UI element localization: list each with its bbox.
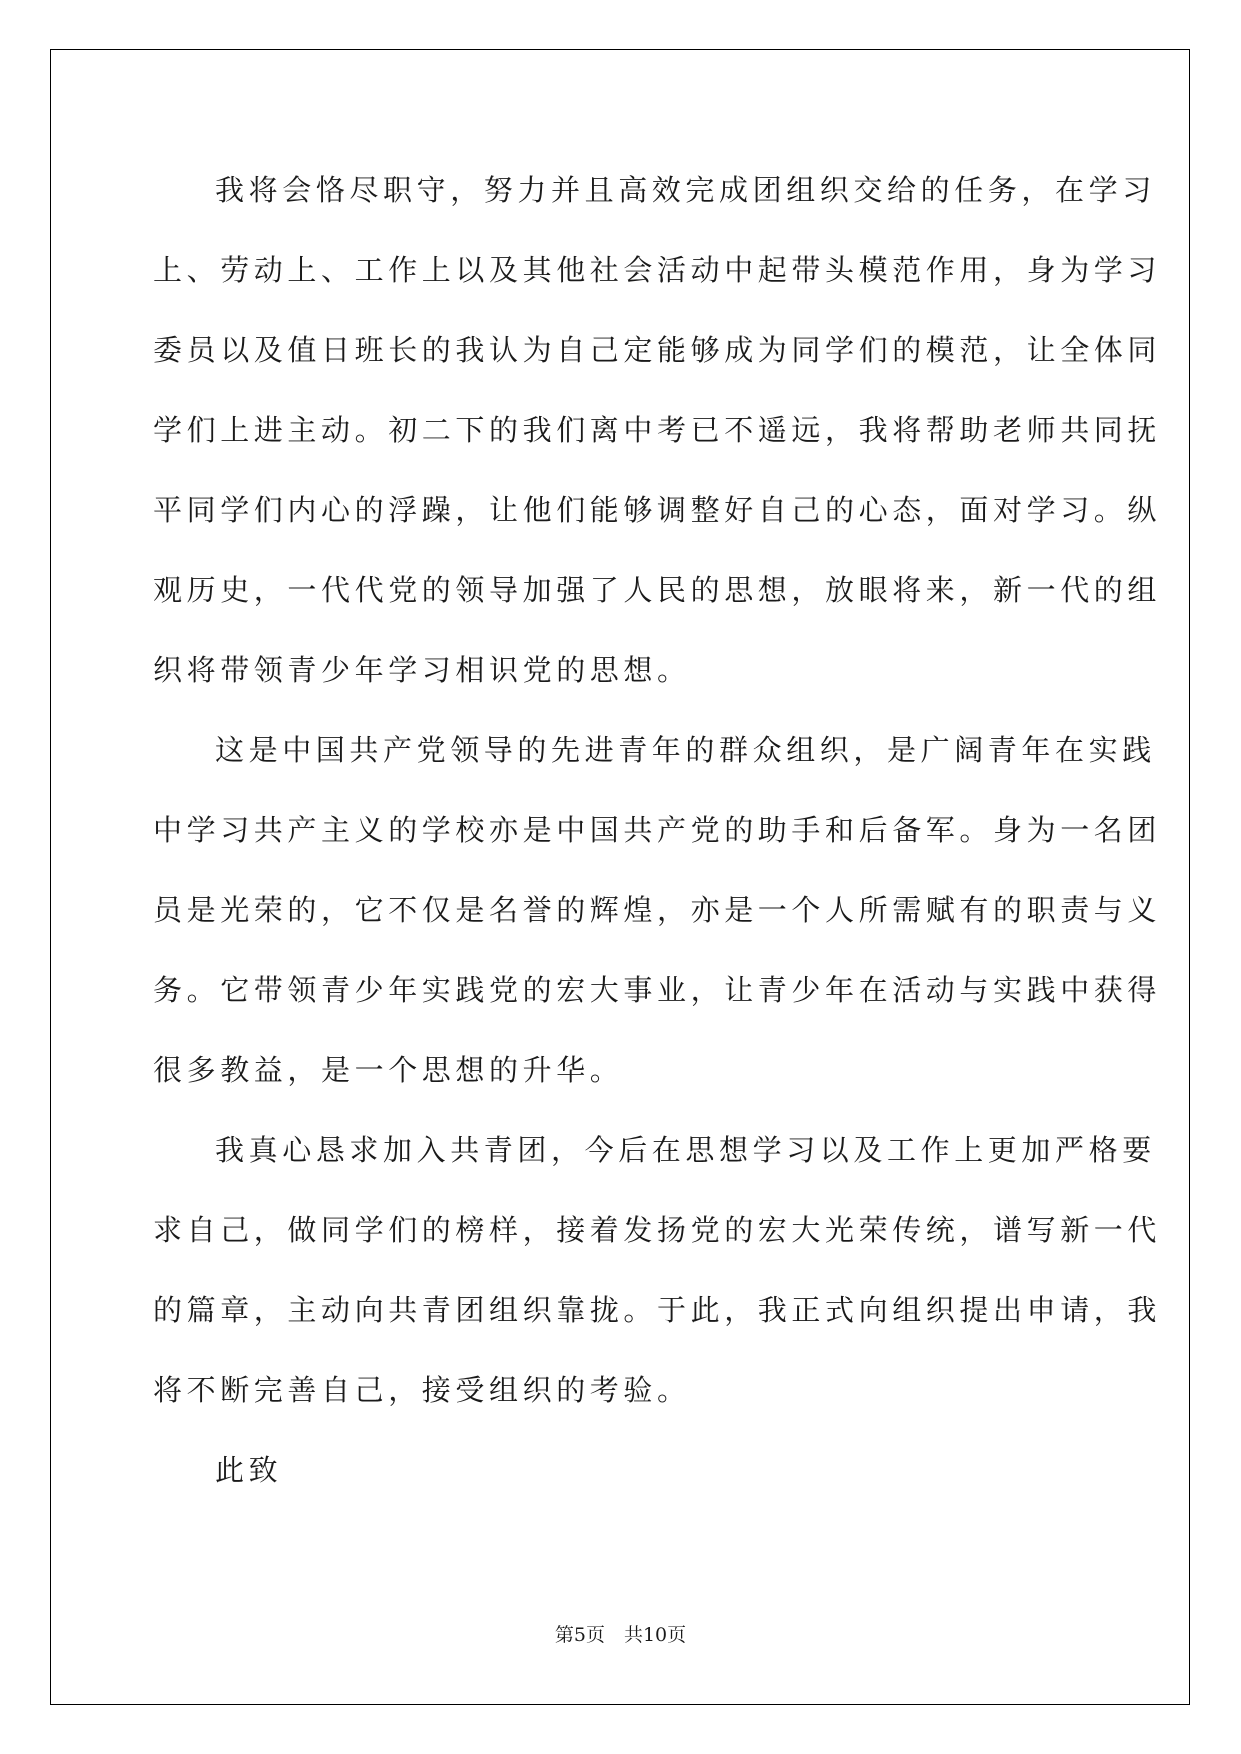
paragraph-2-line-5: 很多教益，是一个思想的升华。: [153, 1053, 624, 1087]
paragraph-2-line-3: 员是光荣的，它不仅是名誉的辉煌，亦是一个人所需赋有的职责与义: [153, 893, 1162, 927]
paragraph-3-line-4: 将不断完善自己，接受组织的考验。: [153, 1373, 691, 1407]
paragraph-3-line-3: 的篇章，主动向共青团组织靠拢。于此，我正式向组织提出申请，我: [153, 1293, 1162, 1327]
paragraph-1-line-1: 我将会恪尽职守，努力并且高效完成团组织交给的任务，在学习: [215, 173, 1156, 207]
paragraph-1-line-7: 织将带领青少年学习相识党的思想。: [153, 653, 691, 687]
paragraph-1-line-4: 学们上进主动。初二下的我们离中考已不遥远，我将帮助老师共同抚: [153, 413, 1162, 447]
paragraph-2-line-1: 这是中国共产党领导的先进青年的群众组织，是广阔青年在实践: [215, 733, 1156, 767]
closing-salutation: 此致: [215, 1453, 283, 1487]
paragraph-3-line-1: 我真心恳求加入共青团，今后在思想学习以及工作上更加严格要: [215, 1133, 1156, 1167]
paragraph-3-line-2: 求自己，做同学们的榜样，接着发扬党的宏大光荣传统，谱写新一代: [153, 1213, 1162, 1247]
paragraph-1-line-5: 平同学们内心的浮躁，让他们能够调整好自己的心态，面对学习。纵: [153, 493, 1162, 527]
paragraph-2-line-4: 务。它带领青少年实践党的宏大事业，让青少年在活动与实践中获得: [153, 973, 1162, 1007]
paragraph-1-line-2: 上、劳动上、工作上以及其他社会活动中起带头模范作用，身为学习: [153, 253, 1162, 287]
paragraph-2-line-2: 中学习共产主义的学校亦是中国共产党的助手和后备军。身为一名团: [153, 813, 1162, 847]
page-number-footer: 第5页 共10页: [554, 1624, 687, 1646]
paragraph-1-line-6: 观历史，一代代党的领导加强了人民的思想，放眼将来，新一代的组: [153, 573, 1162, 607]
paragraph-1-line-3: 委员以及值日班长的我认为自己定能够成为同学们的模范，让全体同: [153, 333, 1162, 367]
